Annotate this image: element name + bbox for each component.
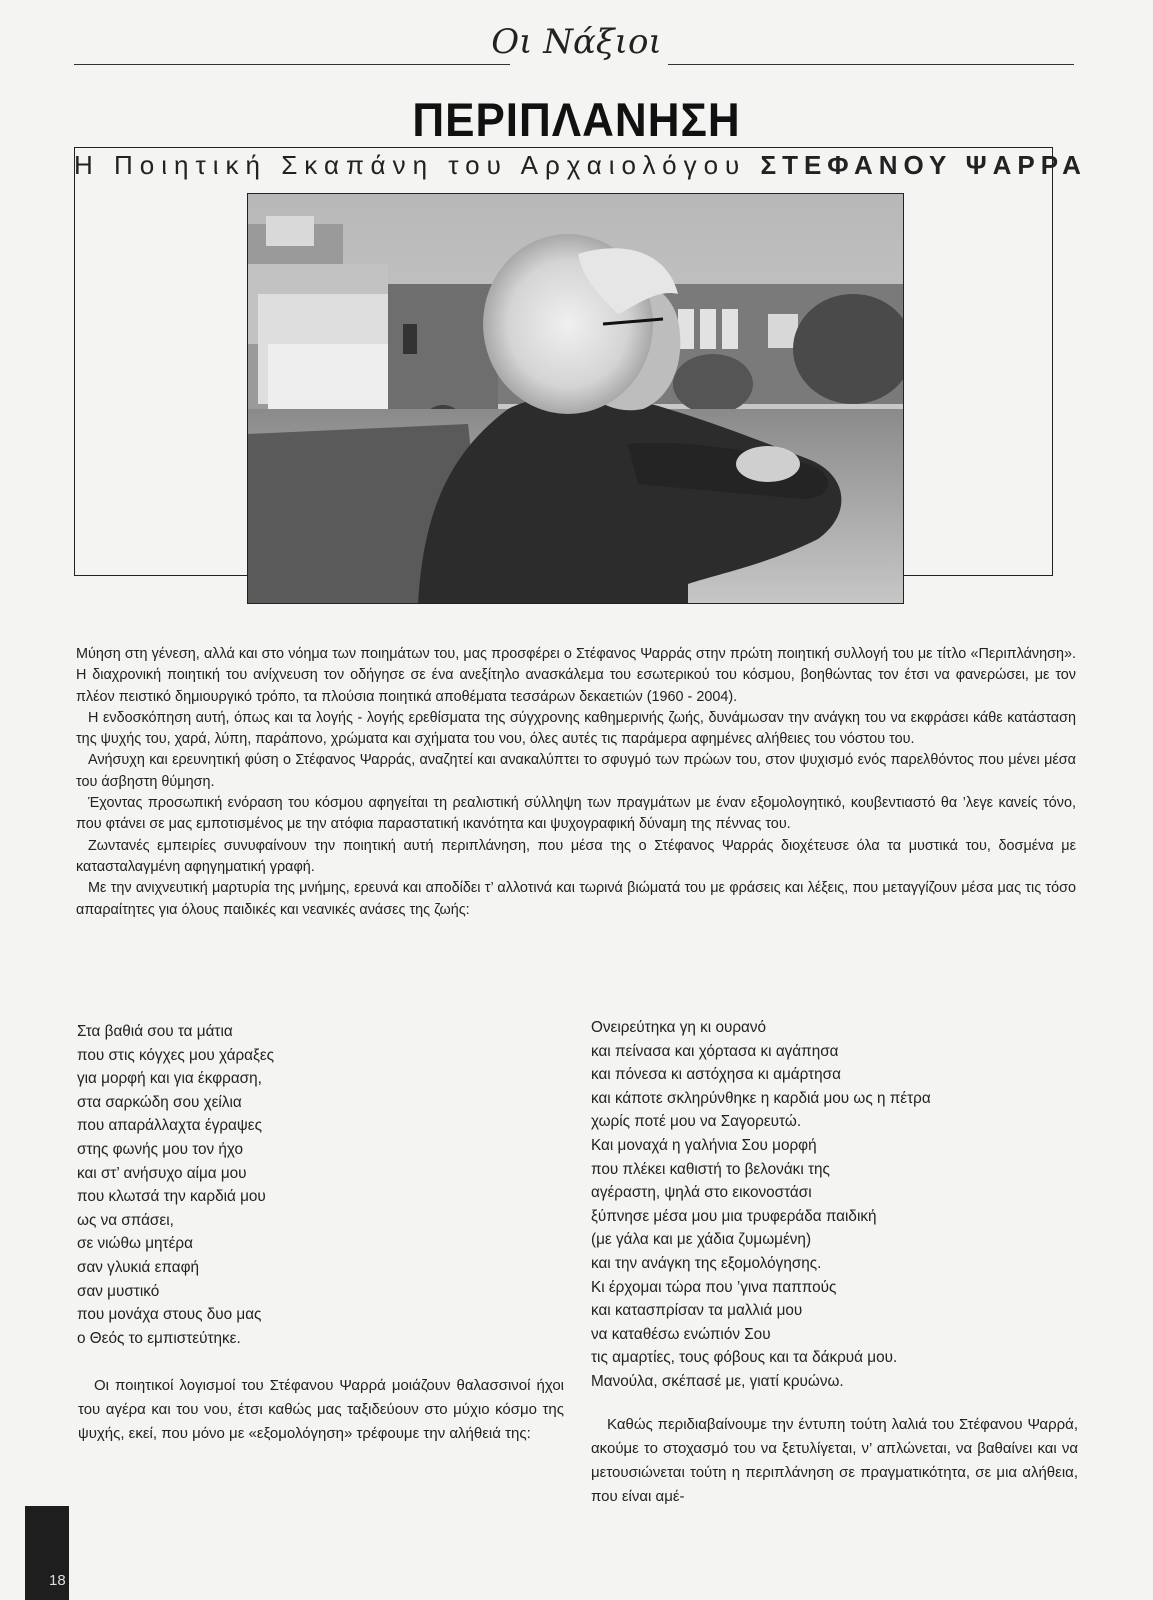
prose-paragraph: Καθώς περιδιαβαίνουμε την έντυπη τούτη λαλιά του Στέφανου Ψαρρά, ακούμε το στοχασμό του να ξετυλίγεται, ν’ απλώνεται, να βαθαίνει και να μετουσιώνεται τούτη η περιπλάνηση σε πραγματικότητα, σε μια αλήθεια, που είναι αμέ-: [591, 1416, 1078, 1505]
poem-line: και πόνεσα κι αστόχησα κι αμάρτησα: [591, 1066, 841, 1084]
poem-line: και την ανάγκη της εξομολόγησης.: [591, 1254, 822, 1272]
intro-text: [76, 644, 1076, 921]
magazine-name: Οι Νάξιοι: [477, 22, 676, 62]
masthead-rule-left: [74, 64, 510, 65]
magazine-masthead: [0, 22, 1153, 62]
poem-line: και πείνασα και χόρτασα κι αγάπησα: [591, 1042, 839, 1060]
intro-paragraph: Η ενδοσκόπηση αυτή, όπως και τα λογής - λογής ερεθίσματα της σύγχρονης καθημερινής ζωής, δυνάμωσαν την ανάγκη του να εκφράσει κάθε κατάσταση της ψυχής του, χαρά, λύπη, παράπονο, χρώματα και σχήματα του νου, όλες αυτές τις παράμερα αφημένες αλήθειες του νόστου του.: [76, 709, 1076, 748]
poem-line: και κατασπρίσαν τα μαλλιά μου: [591, 1302, 803, 1320]
poem-line: (με γάλα και με χάδια ζυμωμένη): [591, 1231, 812, 1249]
poem-left: [77, 1020, 274, 1350]
poem-line: που κλωτσά την καρδιά μου: [77, 1188, 266, 1206]
poem-line: Και μοναχά η γαλήνια Σου μορφή: [591, 1136, 817, 1154]
subtitle-author: ΣΤΕΦΑΝΟΥ ΨΑΡΡΑ: [760, 150, 1087, 180]
poem-line: να καταθέσω ενώπιόν Σου: [591, 1325, 771, 1343]
poem-line: Μανούλα, σκέπασέ με, γιατί κρυώνω.: [591, 1372, 844, 1390]
intro-paragraph: Ανήσυχη και ερευνητική φύση ο Στέφανος Ψαρράς, αναζητεί και ανακαλύπτει το σφυγμό των πρώων του, στον ψυχισμό ενός παρελθόντος που μένει μέσα του άσβηστη θύμηση.: [76, 752, 1076, 790]
intro-paragraph: Με την ανιχνευτική μαρτυρία της μνήμης, ερευνά και αποδίδει τ’ αλλοτινά και τωρινά βιώματά του με φράσεις και λέξεις, που μεταγγίζουν μέσα μας τις τόσο απαραίτητες για όλους παιδικές και νεανικές ανάσες της ζωής:: [76, 880, 1076, 918]
poem-line: που μονάχα στους δυο μας: [77, 1306, 262, 1324]
poem-line: χωρίς ποτέ μου να Σαγορευτώ.: [591, 1113, 802, 1131]
poem-line: που απαράλλαχτα έγραψες: [77, 1117, 262, 1135]
article-subtitle: [74, 150, 1087, 181]
poem-line: αγέραστη, ψηλά στο εικονοστάσι: [591, 1184, 812, 1202]
poem-line: για μορφή και για έκφραση,: [77, 1070, 262, 1088]
poem-line: στα σαρκώδη σου χείλια: [77, 1093, 242, 1111]
intro-paragraph: Μύηση στη γένεση, αλλά και στο νόημα των ποιημάτων του, μας προσφέρει ο Στέφανος Ψαρράς στην πρώτη ποιητική συλλογή του με τίτλο «Περιπλάνηση». Η διαχρονική ποιητική του ανίχνευση τον οδήγησε σε ένα ανεξίτηλο ανασκάλεμα του εσωτερικού του κόσμου, βοηθώντας τον έτσι να φανερώσει, με τον πλέον πειστικό δημιουργικό τρόπο, τα πλούσια ποιητικά αποθέματα τεσσάρων δεκαετιών (1960 - 2004).: [76, 646, 1076, 705]
portrait-photo-image: [248, 194, 904, 604]
poem-line: Ονειρεύτηκα γη κι ουρανό: [591, 1019, 767, 1036]
poem-line: ως να σπάσει,: [77, 1211, 174, 1229]
poem-line: σαν γλυκιά επαφή: [77, 1258, 200, 1276]
poem-line: Στα βαθιά σου τα μάτια: [77, 1023, 233, 1040]
poem-line: Κι έρχομαι τώρα που ’γινα παππούς: [591, 1278, 837, 1296]
poem-line: και κάποτε σκληρύνθηκε η καρδιά μου ως η πέτρα: [591, 1089, 931, 1107]
article-title: ΠΕΡΙΠΛΑΝΗΣΗ: [412, 94, 741, 147]
poem-right: [591, 1016, 931, 1394]
prose-left: [78, 1374, 564, 1446]
intro-paragraph: Έχοντας προσωπική ενόραση του κόσμου αφηγείται τη ρεαλιστική σύλληψη των πραγμάτων με έναν εξομολογητικό, κουβεντιαστό θα ’λεγε κανείς τόνο, που φτάνει σε μας εμποτισμένος με την ατόφια παραστατική ικανότητα και ψυχογραφική δύναμη της πέννας του.: [76, 795, 1076, 833]
poem-line: που στις κόγχες μου χάραξες: [77, 1046, 275, 1064]
poem-line: ο Θεός το εμπιστεύτηκε.: [77, 1329, 241, 1347]
prose-right: [591, 1413, 1078, 1509]
poem-line: στης φωνής μου τον ήχο: [77, 1140, 244, 1158]
poem-line: και στ’ ανήσυχο αίμα μου: [77, 1164, 247, 1182]
page-number: 18: [49, 1572, 66, 1589]
poem-line: σαν μυστικό: [77, 1282, 160, 1300]
prose-paragraph: Οι ποιητικοί λογισμοί του Στέφανου Ψαρρά μοιάζουν θαλασσινοί ήχοι του αγέρα και του νου, έτσι καθώς μας ταξιδεύουν στο μύχιο κόσμο της ψυχής, εκεί, που μόνο με «εξομολόγηση» τρέφουμε την αλήθειά της:: [78, 1377, 564, 1442]
masthead-rule-right: [668, 64, 1074, 65]
poem-line: σε νιώθω μητέρα: [77, 1235, 193, 1253]
intro-paragraph: Ζωντανές εμπειρίες συνυφαίνουν την ποιητική αυτή περιπλάνηση, που μέσα της ο Στέφανος Ψαρράς διοχέτευσε όλα τα μυστικά του, δοσμένα με κατασταλαγμένη αφηγηματική γραφή.: [76, 837, 1076, 875]
portrait-photo: [247, 193, 904, 604]
poem-line: που πλέκει καθιστή το βελονάκι της: [591, 1160, 830, 1178]
poem-line: ξύπνησε μέσα μου μια τρυφεράδα παιδική: [591, 1207, 877, 1225]
poem-line: τις αμαρτίες, τους φόβους και τα δάκρυά μου.: [591, 1349, 898, 1367]
subtitle-plain: Η Ποιητική Σκαπάνη του Αρχαιολόγου: [74, 150, 747, 180]
